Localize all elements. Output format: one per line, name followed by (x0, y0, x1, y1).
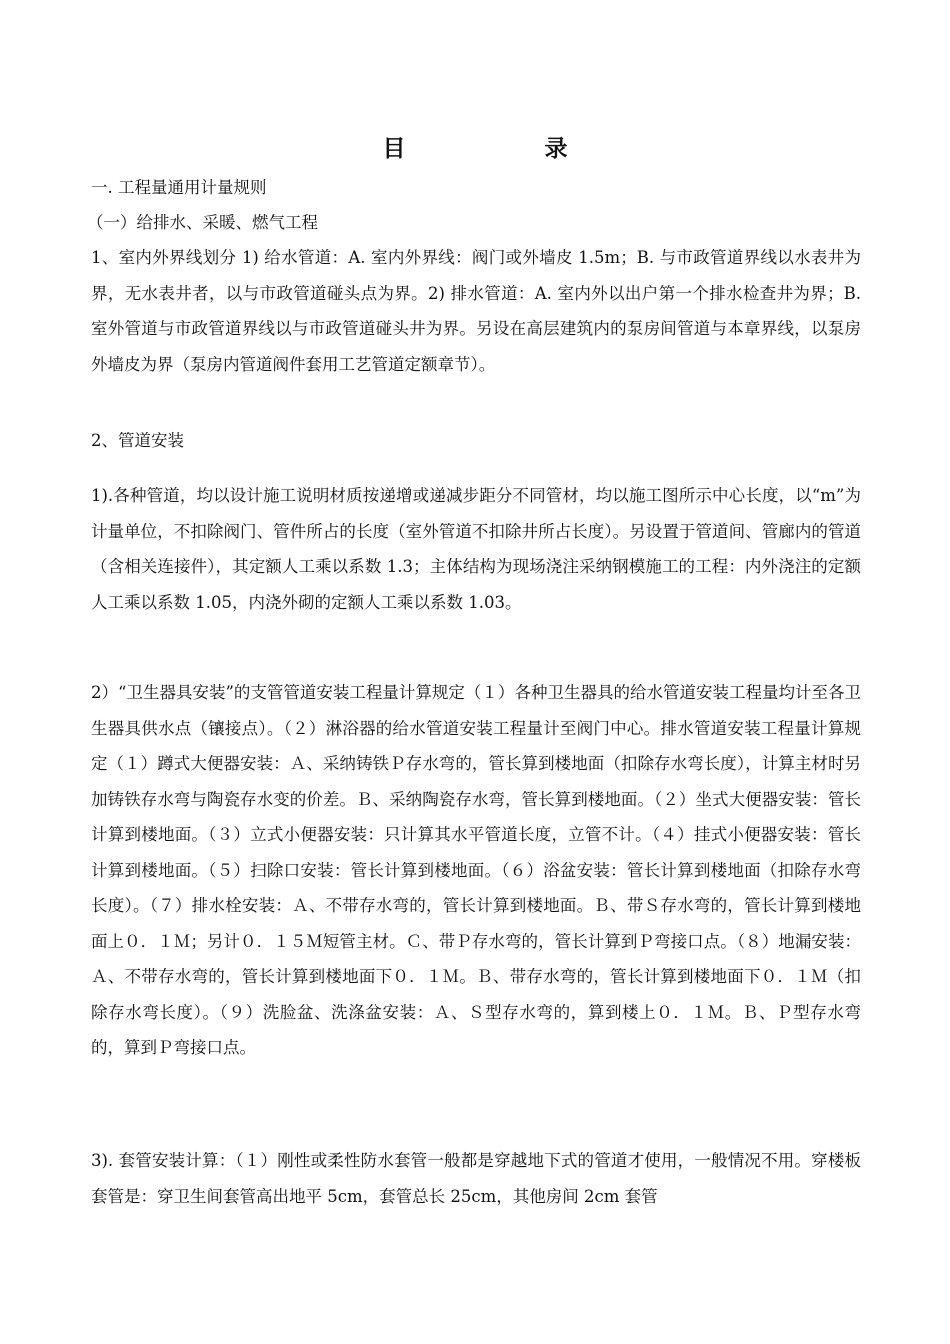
paragraph-sleeve-installation: 3). 套管安装计算：（１）刚性或柔性防水套管一般都是穿越地下式的管道才使用，一般情况不用。穿楼板套管是：穿卫生间套管高出地平 5cm，套管总长 25cm，其他房间 2cm 套管 (91, 1151, 861, 1206)
paragraph-pipe-measurement: 1).各种管道，均以设计施工说明材质按递增或递减步距分不同管材，均以施工图所示中心长度，以“m”为计量单位，不扣除阀门、管件所占的长度（室外管道不扣除井所占长度）。另设置于管道间、管廊内的管道（含相关连接件），其定额人工乘以系数 1.3；主体结构为现场浇注采纳钢模施工的工程：内外浇注的定额人工乘以系数 1.05，内浇外砌的定额人工乘以系数 1.03。 (91, 486, 861, 612)
paragraph-boundary-division: 1、室内外界线划分 1) 给水管道：A. 室内外界线：阀门或外墙皮 1.5m；B. 与市政管道界线以水表井为界，无水表井者，以与市政管道碰头点为界。2) 排水管道：A. 室内外以出户第一个排水检查井为界；B. 室外管道与市政管道界线以与市政管道碰头井为界。另设在高层建筑内的泵房间管道与本章界线，以泵房外墙皮为界（泵房内管道阀件套用工艺管道定额章节）。 (91, 248, 861, 374)
paragraph-sanitary-fixtures: 2）“卫生器具安装”的支管管道安装工程量计算规定（１）各种卫生器具的给水管道安装工程量均计至各卫生器具供水点（镶接点）。（２）淋浴器的给水管道安装工程量计至阀门中心。排水管道安装工程量计算规定（１）蹲式大便器安装：Ａ、采纳铸铁Ｐ存水弯的，管长算到楼地面（扣除存水弯长度），计算主材时另加铸铁存水弯与陶瓷存水变的价差。Ｂ、采纳陶瓷存水弯，管长算到楼地面。（２）坐式大便器安装：管长计算到楼地面。（３）立式小便器安装：只计算其水平管道长度，立管不计。（４）挂式小便器安装：管长计算到楼地面。（５）扫除口安装：管长计算到楼地面。（６）浴盆安装：管长计算到楼地面（扣除存水弯长度）。（７）排水栓安装：Ａ、不带存水弯的，管长计算到楼地面。Ｂ、带Ｓ存水弯的，管长计算到楼地面上０．１Ｍ；另计０．１５Ｍ短管主材。Ｃ、带Ｐ存水弯的，管长计算到Ｐ弯接口点。（８）地漏安装：Ａ、不带存水弯的，管长计算到楼地面下０．１Ｍ。Ｂ、带存水弯的，管长计算到楼地面下０．１Ｍ（扣除存水弯长度）。（９）洗脸盆、洗涤盆安装：Ａ、Ｓ型存水弯的，算到楼上０．１Ｍ。Ｂ、Ｐ型存水弯的，算到Ｐ弯接口点。 (91, 683, 862, 1057)
page-title: 目 录 (382, 135, 626, 162)
item-heading-pipe-installation: 2、管道安装 (91, 431, 184, 450)
section-heading: 一. 工程量通用计量规则 (91, 178, 267, 197)
subsection-heading: （一）给排水、采暖、燃气工程 (87, 213, 318, 232)
